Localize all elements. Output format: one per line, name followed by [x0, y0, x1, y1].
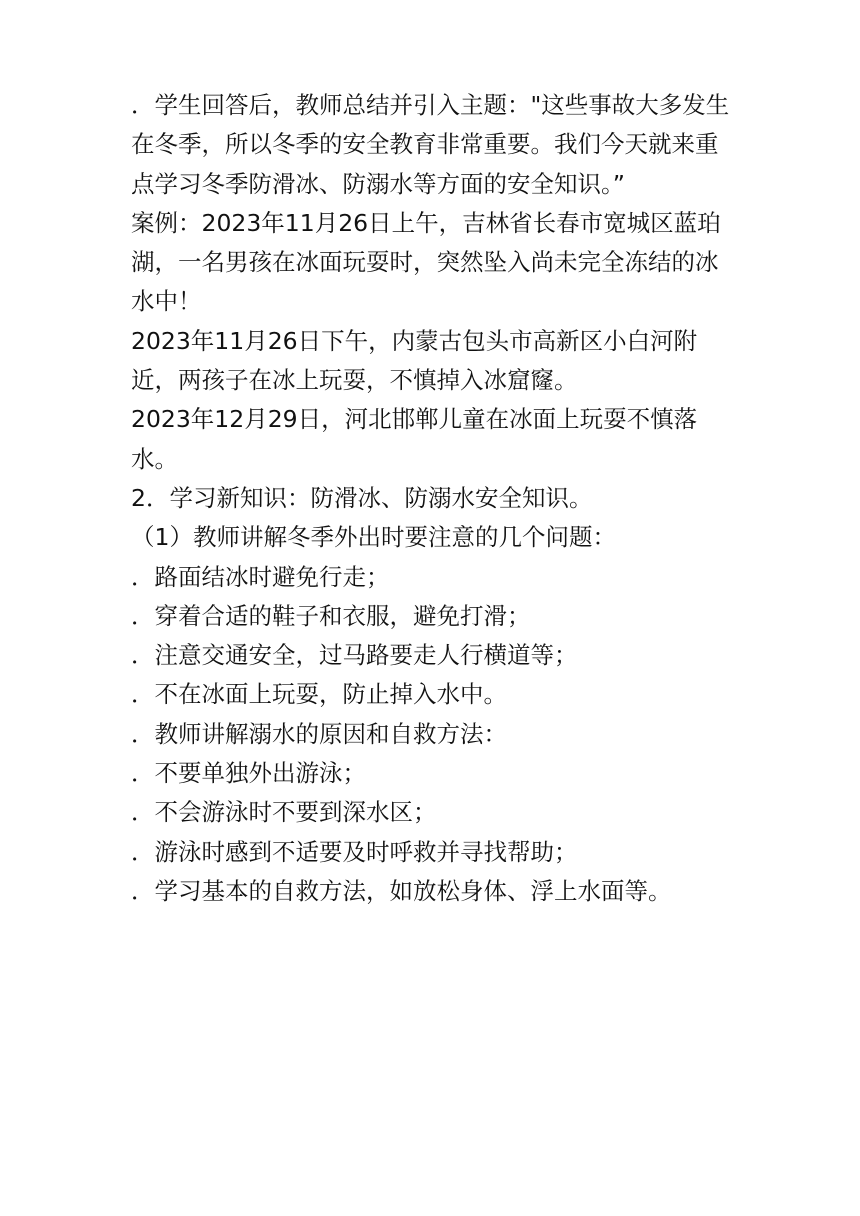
list-item: ．注意交通安全，过马路要走人行横道等；	[131, 641, 578, 670]
list-item: ．学习基本的自救方法，如放松身体、浮上水面等。	[131, 876, 672, 905]
list-item: ．穿着合适的鞋子和衣服，避免打滑；	[131, 601, 531, 630]
list-item: ．路面结冰时避免行走；	[131, 562, 390, 591]
subsection-heading-winter-outing: （1）教师讲解冬季外出时要注意的几个问题：	[131, 523, 616, 552]
list-item: ．不会游泳时不要到深水区；	[131, 798, 437, 827]
list-item: ．游泳时感到不适要及时呼救并寻找帮助；	[131, 837, 578, 866]
section-heading-new-knowledge: 2．学习新知识：防滑冰、防溺水安全知识。	[131, 483, 593, 512]
paragraph-case-1: 案例：2023年11月26日上午，吉林省长春市宽城区蓝珀湖，一名男孩在冰面玩耍时，突然坠入尚未完全冻结的冰水中！	[131, 208, 721, 316]
list-item: ．不在冰面上玩耍，防止掉入水中。	[131, 680, 507, 709]
document-body	[131, 86, 731, 911]
paragraph-case-2: 2023年11月26日下午，内蒙古包头市高新区小白河附近，两孩子在冰上玩耍，不慎掉入冰窟窿。	[131, 326, 698, 395]
list-item: ．不要单独外出游泳；	[131, 759, 366, 788]
paragraph-summary: ．学生回答后，教师总结并引入主题："这些事故大多发生在冬季，所以冬季的安全教育非常重要。我们今天就来重点学习冬季防滑冰、防溺水等方面的安全知识。”	[131, 91, 730, 198]
paragraph-case-3: 2023年12月29日，河北邯郸儿童在冰面上玩耍不慎落水。	[131, 405, 698, 473]
list-item: ．教师讲解溺水的原因和自救方法：	[131, 719, 507, 748]
